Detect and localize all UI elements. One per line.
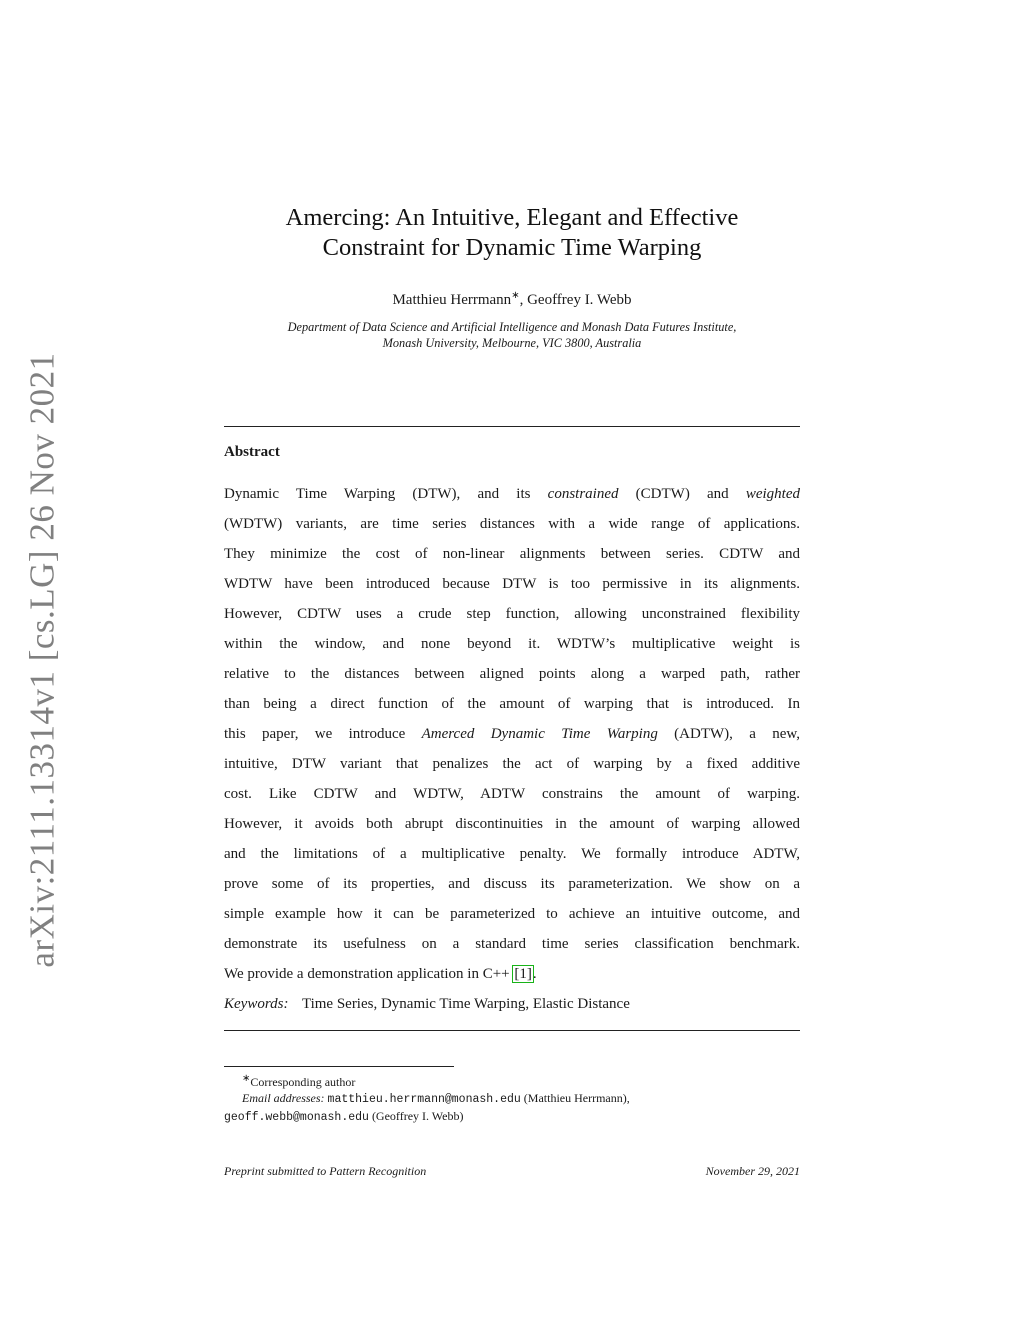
- abstract-line: prove some of its properties, and discuss its parameterization. We show on a: [224, 876, 800, 892]
- corresponding-mark: ∗: [511, 290, 520, 301]
- footnote: [224, 1071, 800, 1126]
- emphasis-constrained: constrained: [547, 486, 619, 502]
- abstract-line: (WDTW) variants, are time series distances with a wide range of applications.: [224, 516, 800, 532]
- email-label: Email addresses:: [242, 1091, 325, 1105]
- author-herrmann: Matthieu Herrmann: [392, 292, 512, 308]
- email-line: Email addresses: matthieu.herrmann@monash.edu (Matthieu Herrmann),: [242, 1091, 630, 1106]
- submission-date: November 29, 2021: [705, 1164, 800, 1178]
- author-webb: Geoffrey I. Webb: [527, 292, 632, 308]
- abstract-line: However, it avoids both abrupt discontinuities in the amount of warping allowed: [224, 816, 800, 832]
- abstract-line: WDTW have been introduced because DTW is too permissive in its alignments.: [224, 576, 800, 592]
- email-webb[interactable]: geoff.webb@monash.edu: [224, 1111, 369, 1124]
- paper-title: [224, 203, 800, 263]
- preprint-note: Preprint submitted to Pattern Recognition: [224, 1164, 427, 1178]
- abstract-line: cost. Like CDTW and WDTW, ADTW constrains the amount of warping.: [224, 786, 800, 802]
- email-line-2: geoff.webb@monash.edu (Geoffrey I. Webb): [224, 1109, 464, 1124]
- keywords-value: Time Series, Dynamic Time Warping, Elastic Distance: [301, 996, 630, 1012]
- abstract-body: [224, 479, 800, 989]
- arxiv-stamp: [21, 352, 65, 968]
- emphasis-weighted: weighted: [745, 486, 800, 502]
- abstract-line: We provide a demonstration application in C++ [1].: [224, 966, 537, 982]
- affiliation: [210, 319, 814, 351]
- abstract-line: Dynamic Time Warping (DTW), and its constrained (CDTW) and weighted: [224, 486, 800, 502]
- abstract-line: this paper, we introduce Amerced Dynamic Time Warping (ADTW), a new,: [224, 726, 800, 742]
- abstract-line: than being a direct function of the amount of warping that is introduced. In: [224, 696, 800, 712]
- abstract-line: within the window, and none beyond it. WDTW’s multiplicative weight is: [224, 636, 800, 652]
- abstract-line: They minimize the cost of non-linear alignments between series. CDTW and: [224, 546, 800, 562]
- abstract-line: demonstrate its usefulness on a standard time series classification benchmark.: [224, 936, 800, 952]
- keywords-label: Keywords:: [224, 996, 289, 1012]
- affiliation-line-2: Monash University, Melbourne, VIC 3800, Australia: [382, 336, 642, 350]
- abstract-line: simple example how it can be parameterized to achieve an intuitive outcome, and: [224, 906, 800, 922]
- top-rule: [224, 426, 800, 427]
- emphasis-adtw: Amerced Dynamic Time Warping: [421, 726, 658, 742]
- abstract-line: relative to the distances between aligned points along a warped path, rather: [224, 666, 800, 682]
- abstract-line: and the limitations of a multiplicative penalty. We formally introduce ADTW,: [224, 846, 800, 862]
- footnote-rule: [224, 1066, 454, 1067]
- arxiv-stamp-text: arXiv:2111.13314v1 [cs.LG] 26 Nov 2021: [23, 352, 62, 968]
- bottom-rule: [224, 1030, 800, 1031]
- citation-link-1[interactable]: [1]: [514, 966, 532, 982]
- corresponding-author-note: ∗Corresponding author: [242, 1073, 356, 1089]
- title-line-2: Constraint for Dynamic Time Warping: [322, 234, 702, 261]
- abstract-line: However, CDTW uses a crude step function, allowing unconstrained flexibility: [224, 606, 800, 622]
- affiliation-line-1: Department of Data Science and Artificial Intelligence and Monash Data Futures Institute,: [287, 320, 737, 334]
- author-list: [224, 290, 800, 309]
- title-line-1: Amercing: An Intuitive, Elegant and Effective: [285, 204, 739, 231]
- author-separator: ,: [519, 292, 528, 308]
- abstract-line: intuitive, DTW variant that penalizes the act of warping by a fixed additive: [224, 756, 800, 772]
- keywords: [224, 996, 630, 1013]
- abstract-heading: Abstract: [224, 444, 280, 460]
- email-herrmann[interactable]: matthieu.herrmann@monash.edu: [327, 1093, 521, 1106]
